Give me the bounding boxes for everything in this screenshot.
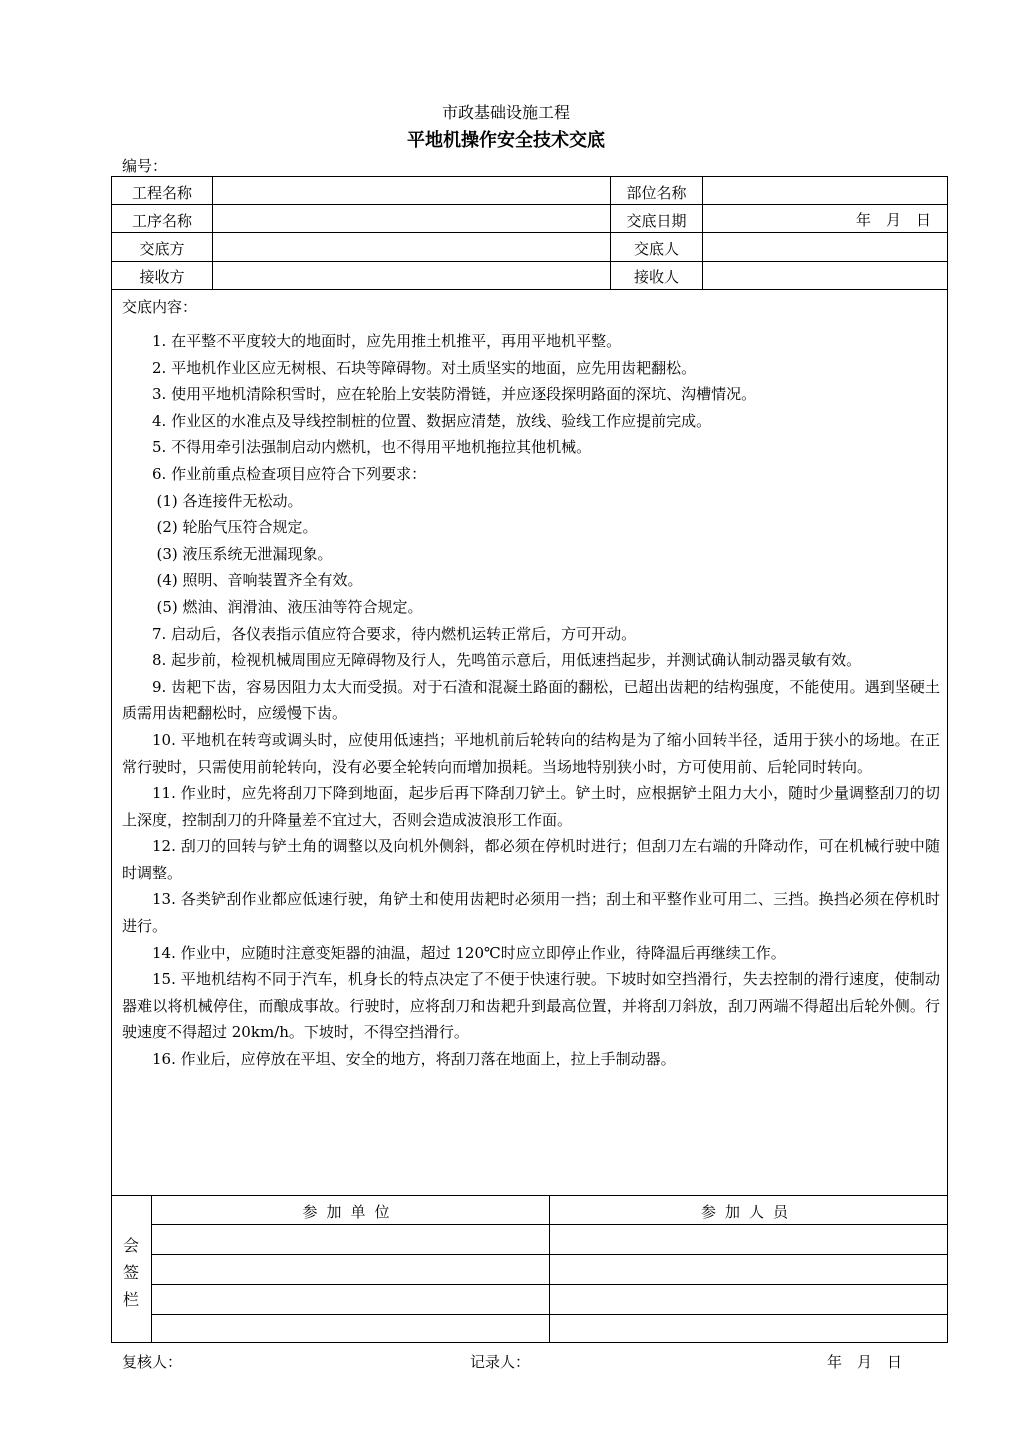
- handover-date-value[interactable]: 年 月 日: [856, 211, 932, 229]
- footer-date: 年 月 日: [827, 1353, 903, 1371]
- process-name-label: 工序名称: [131, 212, 192, 230]
- content-item: 9. 齿耙下齿，容易因阻力太大而受损。对于石渣和混凝土路面的翻松，已超出齿耙的结构强度，不能使用。遇到坚硬土质需用齿耙翻松时，应缓慢下齿。: [122, 677, 940, 723]
- signoff-row-divider: [151, 1224, 948, 1225]
- content-item: 13. 各类铲刮作业都应低速行驶，角铲土和使用齿耙时必须用一挡；刮土和平整作业可用二、三挡。换挡必须在停机时进行。: [122, 890, 940, 936]
- content-subitem: (3) 液压系统无泄漏现象。: [156, 544, 333, 563]
- row-divider: [111, 204, 948, 205]
- signoff-people-header: 参加人员: [700, 1203, 797, 1221]
- signoff-side-char: 栏: [122, 1290, 139, 1309]
- content-item: 11. 作业时，应先将刮刀下降到地面，起步后再下降刮刀铲土。铲土时，应根据铲土阻力大小，随时少量调整刮刀的切上深度，控制刮刀的升降量差不宜过大，否则会造成波浪形工作面。: [122, 784, 940, 829]
- signoff-row-divider: [151, 1284, 948, 1285]
- signoff-row-divider: [151, 1314, 948, 1315]
- column-divider: [702, 176, 703, 289]
- content-subitem: (4) 照明、音响装置齐全有效。: [156, 571, 363, 590]
- row-divider: [111, 289, 948, 290]
- content-item: 2. 平地机作业区应无树根、石块等障碍物。对土质坚实的地面，应先用齿耙翻松。: [152, 358, 697, 377]
- content-item: 6. 作业前重点检查项目应符合下列要求：: [152, 464, 427, 483]
- content-item: 12. 刮刀的回转与铲土角的调整以及向机外侧斜，都必须在停机时进行；但刮刀左右端的升降动作，可在机械行驶中随时调整。: [122, 837, 940, 882]
- handover-party-label: 交底方: [139, 240, 185, 258]
- signoff-side-label: [111, 1232, 151, 1313]
- content-item: 14. 作业中，应随时注意变矩器的油温，超过 120℃时应立即停止作业，待降温后再继续工作。: [152, 943, 786, 962]
- column-divider: [212, 176, 213, 289]
- row-divider: [111, 261, 948, 262]
- content-body: [122, 328, 940, 1073]
- content-item: 8. 起步前，检视机械周围应无障碍物及行人，先鸣笛示意后，用低速挡起步，并测试确认制动器灵敏有效。: [152, 651, 862, 670]
- project-name-label: 工程名称: [131, 184, 192, 202]
- content-label: 交底内容：: [122, 298, 198, 316]
- reviewer-label: 复核人：: [122, 1353, 183, 1371]
- signoff-side-char: 签: [122, 1263, 139, 1282]
- content-subitem: (5) 燃油、润滑油、液压油等符合规定。: [156, 597, 423, 616]
- document-subtitle: 市政基础设施工程: [441, 103, 570, 122]
- content-item: 1. 在平整不平度较大的地面时，应先用推土机推平，再用平地机平整。: [152, 332, 622, 350]
- content-subitem: (1) 各连接件无松动。: [156, 491, 303, 510]
- content-item: 16. 作业后，应停放在平坦、安全的地方，将刮刀落在地面上，拉上手制动器。: [152, 1050, 676, 1069]
- signoff-side-char: 会: [122, 1236, 139, 1255]
- content-subitem: (2) 轮胎气压符合规定。: [156, 518, 318, 537]
- signoff-row-divider: [151, 1254, 948, 1255]
- handover-date-label: 交底日期: [626, 212, 687, 230]
- recorder-label: 记录人：: [470, 1353, 531, 1371]
- signoff-unit-header: 参加单位: [302, 1203, 399, 1221]
- doc-number-label: 编号：: [122, 157, 168, 175]
- document-title: 平地机操作安全技术交底: [407, 130, 605, 151]
- row-divider: [111, 232, 948, 233]
- receiver-label: 接收人: [633, 268, 679, 286]
- content-item: 15. 平地机结构不同于汽车，机身长的特点决定了不便于快速行驶。下坡时如空挡滑行，失去控制的滑行速度，使制动器难以将机械停住，而酿成事故。行驶时，应将刮刀和齿耙升到最高位置，并将刮刀斜放，刮刀两端不得超出后轮外侧。行驶速度不得超过 20km/h。下坡时，不得空挡滑行。: [122, 970, 940, 1042]
- content-item: 10. 平地机在转弯或调头时，应使用低速挡；平地机前后轮转向的结构是为了缩小回转半径，适用于狭小的场地。在正常行驶时，只需使用前轮转向，没有必要全轮转向而增加损耗。当场地特别狭小时，方可使用前、后轮同时转向。: [122, 730, 940, 776]
- part-name-label: 部位名称: [626, 184, 687, 202]
- content-item: 3. 使用平地机清除积雪时，应在轮胎上安装防滑链，并应逐段探明路面的深坑、沟槽情况。: [152, 385, 757, 404]
- content-item: 4. 作业区的水准点及导线控制桩的位置、数据应清楚，放线、验线工作应提前完成。: [152, 411, 712, 430]
- content-item: 7. 启动后，各仪表指示值应符合要求，待内燃机运转正常后，方可开动。: [152, 624, 637, 643]
- handover-person-label: 交底人: [633, 240, 679, 258]
- content-item: 5. 不得用牵引法强制启动内燃机，也不得用平地机拖拉其他机械。: [152, 438, 592, 457]
- receiving-party-label: 接收方: [139, 268, 185, 286]
- signoff-top-border: [111, 1195, 948, 1196]
